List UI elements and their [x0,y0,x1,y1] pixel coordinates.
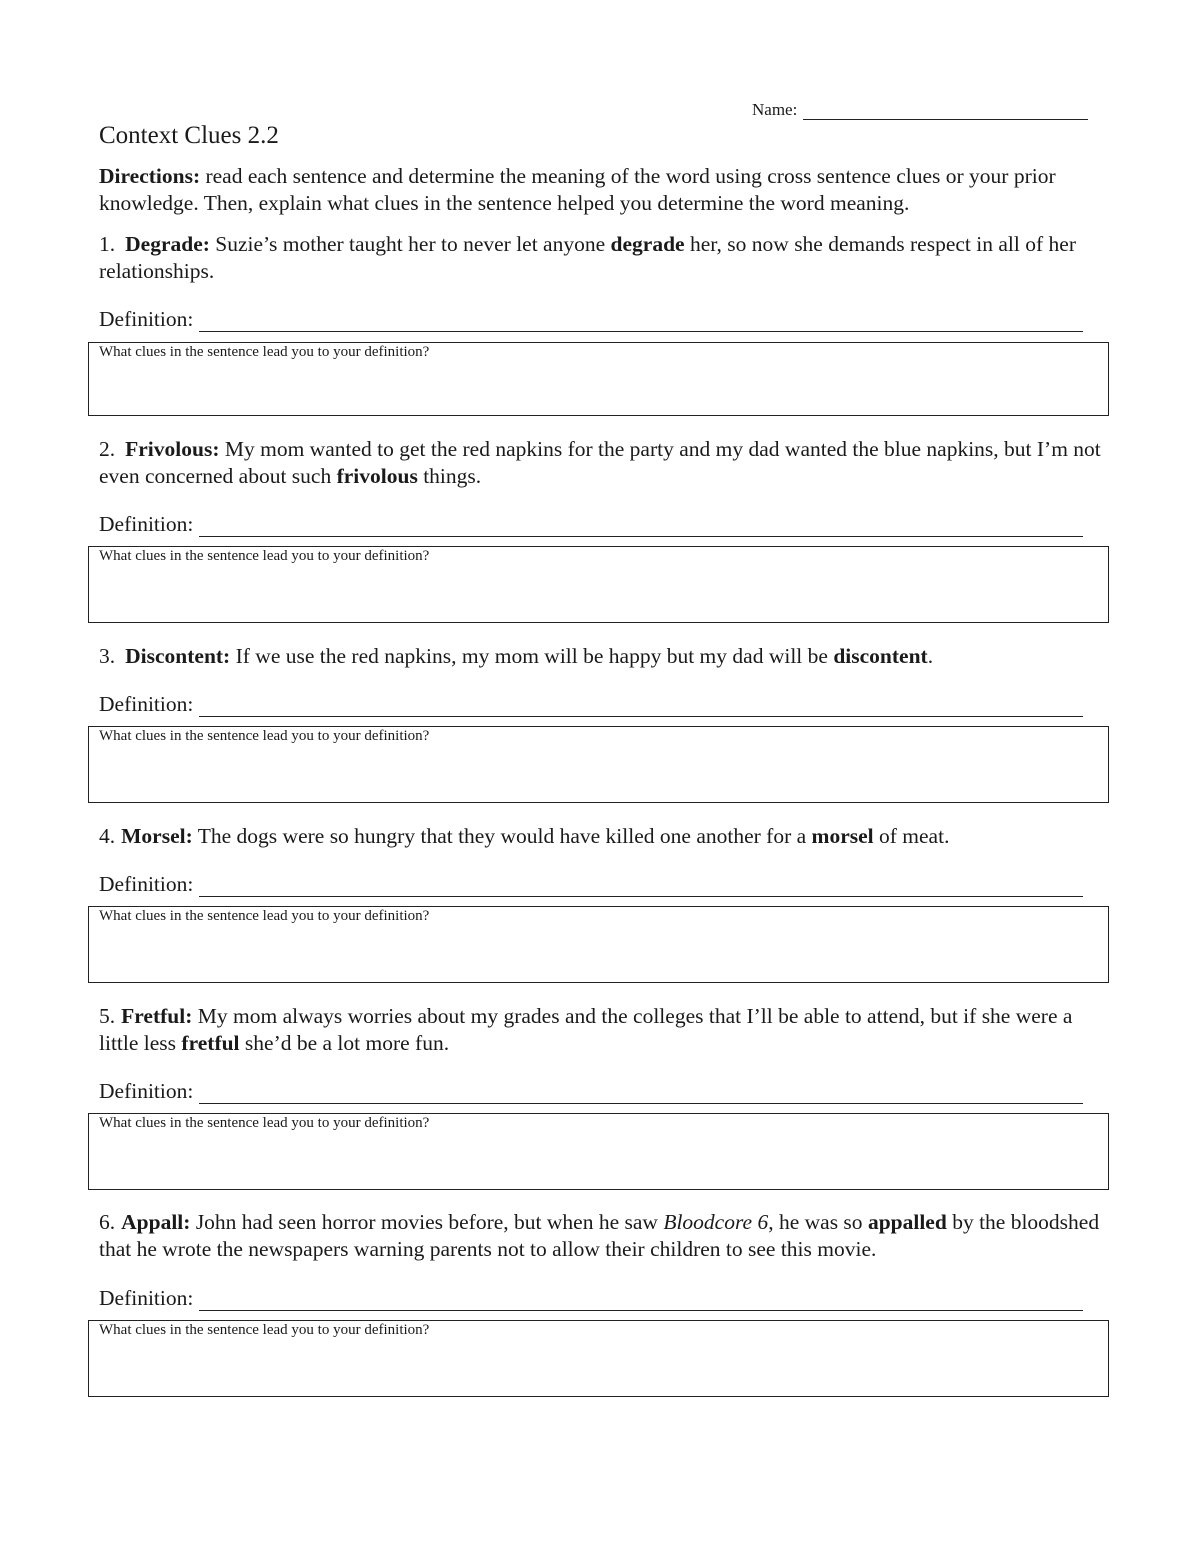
clue-prompt: What clues in the sentence lead you to your definition? [99,908,430,924]
question-word: Degrade: [125,232,210,256]
definition-row-2 [99,512,1083,537]
definition-label: Definition: [99,1286,194,1310]
question-number: 5. [99,1004,116,1028]
clue-answer-box-5[interactable] [88,1113,1109,1190]
sentence-text: her, so now she demands respect in all of her relationships. [99,232,1076,283]
directions-text: read each sentence and determine the meaning of the word using cross sentence clues or your prior knowledge. Then, explain what clues in the sentence helped you determine the word meaning. [99,164,1056,215]
movie-title: Bloodcore 6 [663,1210,769,1234]
question-word: Discontent: [125,644,231,668]
definition-blank-line[interactable] [199,1083,1083,1104]
name-blank-line[interactable] [803,102,1088,120]
clue-answer-box-6[interactable] [88,1320,1109,1397]
definition-label: Definition: [99,512,194,536]
directions [99,163,1109,217]
clue-answer-box-3[interactable] [88,726,1109,803]
sentence-text: things. [417,464,482,488]
sentence-text: My mom always worries about my grades and the colleges that I’ll be able to attend, but if she were a little less [99,1004,1073,1055]
target-word: frivolous [336,464,418,488]
definition-blank-line[interactable] [199,1290,1083,1311]
question-word: Appall: [121,1210,191,1234]
clue-prompt: What clues in the sentence lead you to your definition? [99,728,430,744]
target-word: fretful [181,1031,240,1055]
target-word: discontent [833,644,928,668]
definition-blank-line[interactable] [199,876,1083,897]
question-5 [99,1003,1109,1057]
definition-row-1 [99,307,1083,332]
definition-row-4 [99,872,1083,897]
question-number: 6. [99,1210,116,1234]
sentence-text: John had seen horror movies before, but when he saw [190,1210,664,1234]
definition-blank-line[interactable] [199,516,1083,537]
directions-label: Directions: [99,164,201,188]
target-word: morsel [811,824,874,848]
sentence-text: Suzie’s mother taught her to never let anyone [209,232,611,256]
question-number: 2. [99,437,116,461]
sentence-text: , he was so [768,1210,868,1234]
definition-label: Definition: [99,307,194,331]
question-1 [99,231,1109,285]
clue-prompt: What clues in the sentence lead you to your definition? [99,1322,430,1338]
name-label: Name: [752,100,798,119]
question-number: 3. [99,644,116,668]
name-field-row [752,100,1088,120]
clue-answer-box-1[interactable] [88,342,1109,416]
worksheet-title: Context Clues 2.2 [99,122,279,149]
sentence-text: If we use the red napkins, my mom will be happy but my dad will be [230,644,834,668]
definition-label: Definition: [99,692,194,716]
clue-prompt: What clues in the sentence lead you to your definition? [99,344,430,360]
definition-label: Definition: [99,872,194,896]
sentence-text: she’d be a lot more fun. [239,1031,450,1055]
definition-row-5 [99,1079,1083,1104]
definition-blank-line[interactable] [199,696,1083,717]
definition-blank-line[interactable] [199,311,1083,332]
sentence-text: My mom wanted to get the red napkins for the party and my dad wanted the blue napkins, but I’m not even concerned about such [99,437,1101,488]
question-number: 1. [99,232,116,256]
clue-answer-box-2[interactable] [88,546,1109,623]
definition-row-6 [99,1286,1083,1311]
sentence-text: of meat. [873,824,950,848]
clue-prompt: What clues in the sentence lead you to your definition? [99,548,430,564]
clue-prompt: What clues in the sentence lead you to your definition? [99,1115,430,1131]
definition-row-3 [99,692,1083,717]
question-6 [99,1209,1109,1263]
question-word: Morsel: [121,824,193,848]
question-4 [99,823,1109,850]
question-3 [99,643,1109,670]
question-number: 4. [99,824,116,848]
question-2 [99,436,1109,490]
definition-label: Definition: [99,1079,194,1103]
clue-answer-box-4[interactable] [88,906,1109,983]
target-word: appalled [867,1210,947,1234]
sentence-text: The dogs were so hungry that they would have killed one another for a [192,824,812,848]
target-word: degrade [610,232,685,256]
sentence-text: . [927,644,934,668]
question-word: Frivolous: [125,437,220,461]
sentence-text: by the bloodshed that he wrote the newspapers warning parents not to allow their children to see this movie. [99,1210,1100,1261]
question-word: Fretful: [121,1004,193,1028]
